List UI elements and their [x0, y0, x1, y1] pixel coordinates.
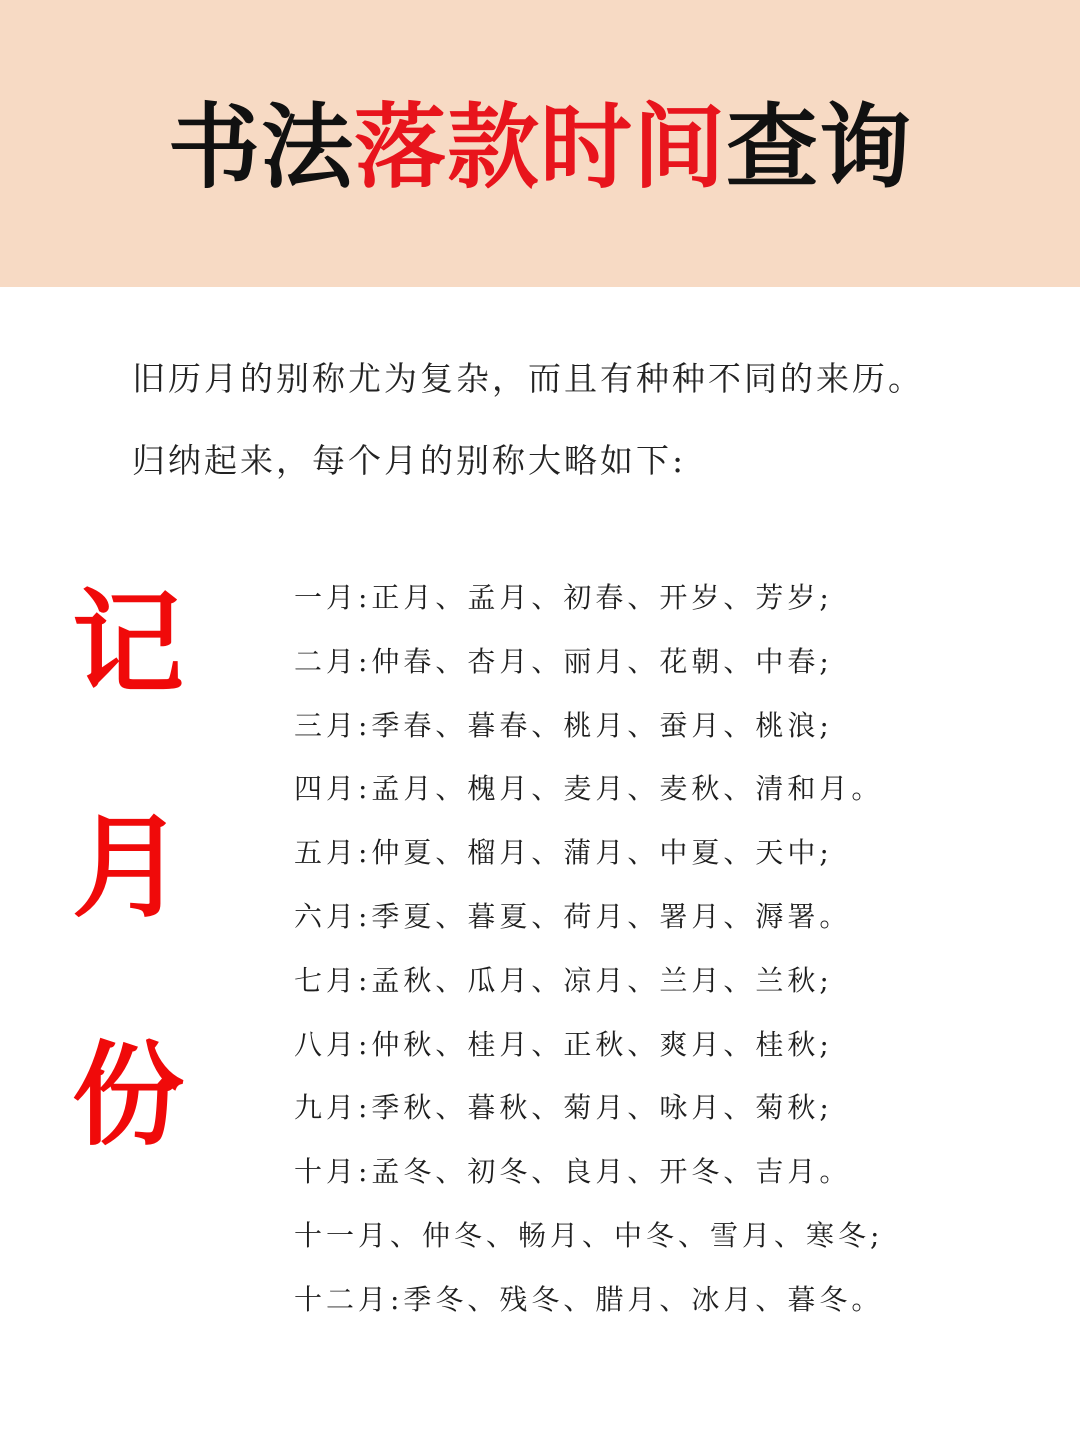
- month-row-8: 八月:仲秋、桂月、正秋、爽月、桂秋;: [294, 1027, 833, 1061]
- intro-line-1: 旧历月的别称尤为复杂，而且有种种不同的来历。: [132, 359, 924, 398]
- page-title: [167, 93, 913, 201]
- intro-line-2: 归纳起来，每个月的别称大略如下:: [132, 441, 687, 480]
- intro-paragraph: [132, 352, 1012, 516]
- month-row-6: 六月:季夏、暮夏、荷月、署月、溽署。: [294, 899, 852, 933]
- month-row-1: 一月:正月、孟月、初春、开岁、芳岁;: [294, 581, 833, 614]
- title-part-1: 书法: [167, 93, 354, 201]
- month-row-2: 二月:仲春、杏月、丽月、花朝、中春;: [294, 644, 833, 678]
- title-part-2-highlight: 落款时间: [353, 93, 726, 201]
- title-part-3: 查询: [726, 93, 913, 201]
- month-row-11: 十一月、仲冬、畅月、中冬、雪月、寒冬;: [294, 1218, 884, 1252]
- month-row-12: 十二月:季冬、残冬、腊月、冰月、暮冬。: [294, 1282, 884, 1316]
- side-label-char-2: 月: [72, 803, 184, 933]
- side-label-char-3: 份: [72, 1031, 184, 1161]
- side-label-char-1: 记: [72, 579, 184, 709]
- month-row-7: 七月:孟秋、瓜月、凉月、兰月、兰秋;: [294, 963, 833, 997]
- month-alias-list: [294, 574, 1014, 1340]
- month-row-4: 四月:孟月、槐月、麦月、麦秋、清和月。: [294, 772, 884, 806]
- month-row-3: 三月:季春、暮春、桃月、蚕月、桃浪;: [294, 708, 833, 742]
- month-row-10: 十月:孟冬、初冬、良月、开冬、吉月。: [294, 1155, 852, 1189]
- month-row-9: 九月:季秋、暮秋、菊月、咏月、菊秋;: [294, 1091, 833, 1125]
- month-row-5: 五月:仲夏、榴月、蒲月、中夏、天中;: [294, 836, 833, 870]
- title-banner: [0, 0, 1080, 287]
